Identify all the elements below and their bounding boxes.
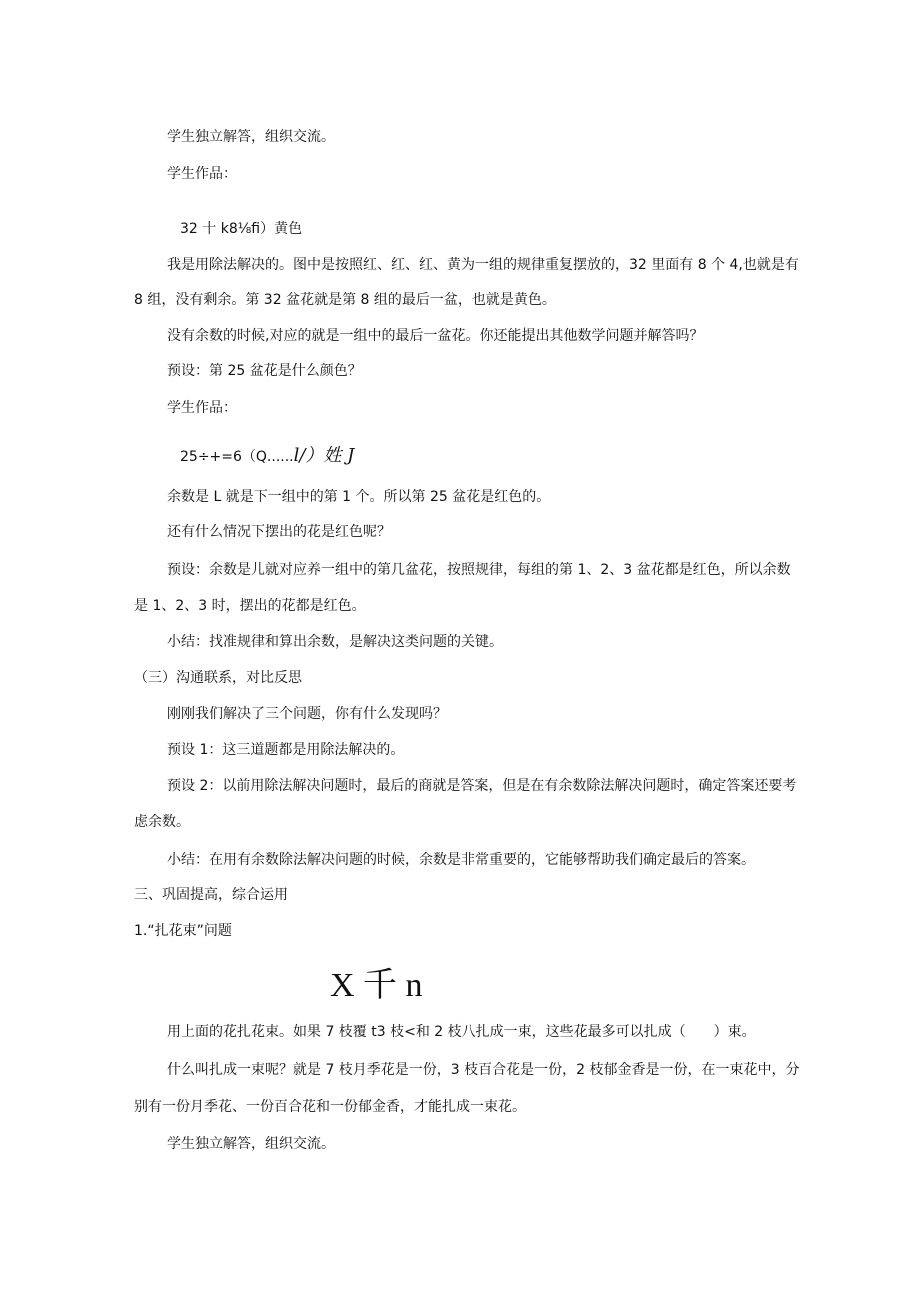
paragraph-line: 小结：在用有余数除法解决问题的时候，余数是非常重要的，它能够帮助我们确定最后的答案。 <box>167 852 755 868</box>
paragraph-line: 预设：余数是儿就对应养一组中的第几盆花，按照规律，每组的第 1、2、3 盆花都是红色，所以余数 <box>167 562 791 578</box>
paragraph-line: 小结：找准规律和算出余数，是解决这类问题的关键。 <box>167 634 503 650</box>
flower-image-text: X 千 n <box>330 967 423 1004</box>
paragraph-line: 学生作品： <box>167 400 237 416</box>
paragraph-line: 用上面的花扎花束。如果 7 枝覆 t3 枝<和 2 枝八扎成一束，这些花最多可以扎成（ ）束。 <box>167 1024 756 1040</box>
handwritten-answer: l/）姓 J <box>293 445 355 466</box>
section-heading: 三、巩固提高，综合运用 <box>134 887 288 903</box>
paragraph-line: 预设 2：以前用除法解决问题时，最后的商就是答案，但是在有余数除法解决问题时，确定答案还要考 <box>167 778 797 794</box>
paragraph-line: 预设 1：这三道题都是用除法解决的。 <box>167 742 405 758</box>
section-heading: （三）沟通联系，对比反思 <box>134 670 302 686</box>
student-work-line <box>180 446 354 467</box>
paragraph-line: 虑余数。 <box>134 814 190 830</box>
paragraph-line: 余数是 L 就是下一组中的第 1 个。所以第 25 盆花是红色的。 <box>167 489 551 505</box>
paragraph-line: 还有什么情况下摆出的花是红色呢？ <box>167 524 391 540</box>
paragraph-line: 学生独立解答，组织交流。 <box>167 1136 335 1152</box>
paragraph-line: 预设：第 25 盆花是什么颜色？ <box>167 363 362 379</box>
paragraph-line: 学生独立解答，组织交流。 <box>167 129 335 145</box>
paragraph-line: 别有一份月季花、一份百合花和一份郁金香，才能扎成一束花。 <box>134 1099 526 1115</box>
problem-title: 1.“扎花束”问题 <box>134 923 232 939</box>
student-work-line: 32 十 k8⅛fi）黄色 <box>180 221 303 237</box>
paragraph-line: 没有余数的时候,对应的就是一组中的最后一盆花。你还能提出其他数学问题并解答吗？ <box>167 328 704 344</box>
handwritten-division: 25÷+=6（Q...... <box>180 449 294 465</box>
paragraph-line: 学生作品： <box>167 166 237 182</box>
paragraph-line: 刚刚我们解决了三个问题，你有什么发现吗？ <box>167 706 447 722</box>
paragraph-line: 什么叫扎成一束呢？就是 7 枝月季花是一份，3 枝百合花是一份，2 枝郁金香是一份，在一束花中，分 <box>167 1062 800 1078</box>
paragraph-line: 8 组，没有剩余。第 32 盆花就是第 8 组的最后一盆，也就是黄色。 <box>134 292 556 308</box>
paragraph-line: 我是用除法解决的。图中是按照红、红、红、黄为一组的规律重复摆放的，32 里面有 8 个 4,也就是有 <box>167 257 799 273</box>
paragraph-line: 是 1、2、3 时，摆出的花都是红色。 <box>134 598 366 614</box>
